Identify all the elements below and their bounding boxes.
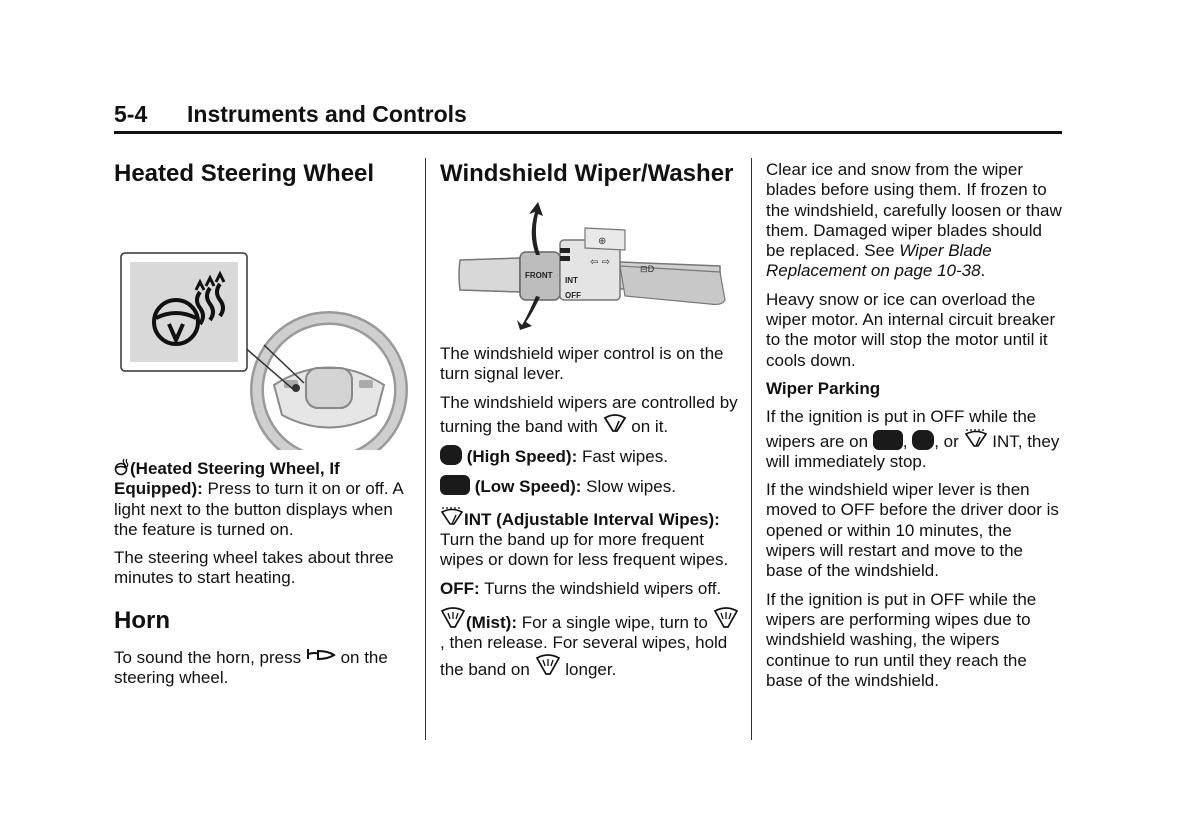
high-speed-icon xyxy=(440,445,462,465)
col3-p3-sep2: , or xyxy=(934,431,964,451)
svg-text:⇦ ⇨: ⇦ ⇨ xyxy=(590,257,610,268)
mist-desc-2: , then release. For several wipes, hold the band on xyxy=(440,633,728,679)
horn-text-pre: To sound the horn, press xyxy=(114,647,306,667)
heating-time-text: The steering wheel takes about three minutes to start heating. xyxy=(114,548,394,588)
interval-wiper-icon xyxy=(440,506,464,526)
heading-horn: Horn xyxy=(114,606,170,634)
column-2 xyxy=(440,160,742,688)
column-divider xyxy=(425,158,426,740)
high-speed-label: (High Speed): xyxy=(466,447,578,467)
mist-desc-1: For a single wipe, turn to xyxy=(516,612,713,632)
off-desc: Turns the windshield wipers off. xyxy=(479,578,722,598)
wiper-blade-replacement-link[interactable]: Wiper Blade Replacement on page 10-38 xyxy=(766,241,992,281)
high-speed-icon xyxy=(912,430,934,450)
col3-p3-pre: If the ignition is put in OFF while the wipers are on xyxy=(766,407,1037,451)
horn-text-post: on the steering wheel. xyxy=(114,647,388,688)
wiper-icon xyxy=(603,413,627,433)
heated-title: (Heated Steering Wheel, If Equipped): xyxy=(114,459,340,499)
wiper-p2-pre: The windshield wipers are controlled by turning the band with xyxy=(440,392,738,436)
wiper-p2-post: on it. xyxy=(626,416,669,436)
int-desc: Turn the band up for more frequent wipes or down for less frequent wipes. xyxy=(440,530,729,570)
col3-p5: If the ignition is put in OFF while the wipers are performing wipes due to windshield washing, the wipers continue to run until they reach the base of the windshield. xyxy=(766,589,1037,690)
mist-icon xyxy=(440,607,466,629)
page-header xyxy=(114,101,1062,134)
col3-p1-pre: Clear ice and snow from the wiper blades before using them. If frozen to the windshield, carefully loosen or thaw them. Damaged wiper blades should be replaced. See xyxy=(766,160,1062,261)
section-title: Instruments and Controls xyxy=(187,101,467,127)
stalk-label-front: FRONT xyxy=(525,271,553,280)
svg-text:⊟D: ⊟D xyxy=(640,265,655,275)
svg-text:⊕: ⊕ xyxy=(598,236,607,247)
heading-wiper-washer: Windshield Wiper/Washer xyxy=(440,160,734,187)
interval-wiper-icon xyxy=(964,428,988,448)
mist-label: (Mist): xyxy=(466,612,517,632)
heated-desc: Press to turn it on or off. A light next to the button displays when the feature is turned on. xyxy=(114,479,403,539)
heading-heated-steering-wheel: Heated Steering Wheel xyxy=(114,160,375,187)
wiper-stalk-illustration xyxy=(440,200,740,330)
column-3 xyxy=(766,160,1064,699)
low-speed-desc: Slow wipes. xyxy=(581,477,676,497)
col3-p1-post: . xyxy=(980,261,986,281)
stalk-label-int: INT xyxy=(565,276,578,285)
col3-p3-post: INT, they will immediately stop. xyxy=(766,431,1060,471)
mist-desc-3: longer. xyxy=(560,659,617,679)
off-label: OFF: xyxy=(440,578,480,598)
col3-p4: If the windshield wiper lever is then moved to OFF before the driver door is opened or within 10 minutes, the wipers will restart and move to the base of the windshield. xyxy=(766,480,1059,581)
high-speed-desc: Fast wipes. xyxy=(577,447,668,467)
stalk-label-off: OFF xyxy=(565,291,581,300)
column-divider xyxy=(751,158,752,740)
page-number: 5-4 xyxy=(114,101,148,127)
low-speed-label: (Low Speed): xyxy=(474,477,582,497)
mist-icon xyxy=(713,607,739,629)
horn-icon xyxy=(306,647,336,665)
low-speed-icon xyxy=(873,430,903,450)
low-speed-icon xyxy=(440,475,470,495)
heated-steering-wheel-illustration xyxy=(114,200,414,450)
col3-p3-sep1: , xyxy=(902,431,913,451)
wiper-parking-heading: Wiper Parking xyxy=(766,378,881,398)
mist-icon xyxy=(535,654,561,676)
heated-wheel-small-icon xyxy=(114,458,130,476)
wiper-p1: The windshield wiper control is on the turn signal lever. xyxy=(440,344,724,384)
steering-wheel-icon xyxy=(257,318,401,450)
column-1 xyxy=(114,160,410,696)
col3-p2: Heavy snow or ice can overload the wiper motor. An internal circuit breaker to the motor will stop the motor until it cools down. xyxy=(766,289,1056,370)
int-label: INT (Adjustable Interval Wipes): xyxy=(464,509,720,529)
